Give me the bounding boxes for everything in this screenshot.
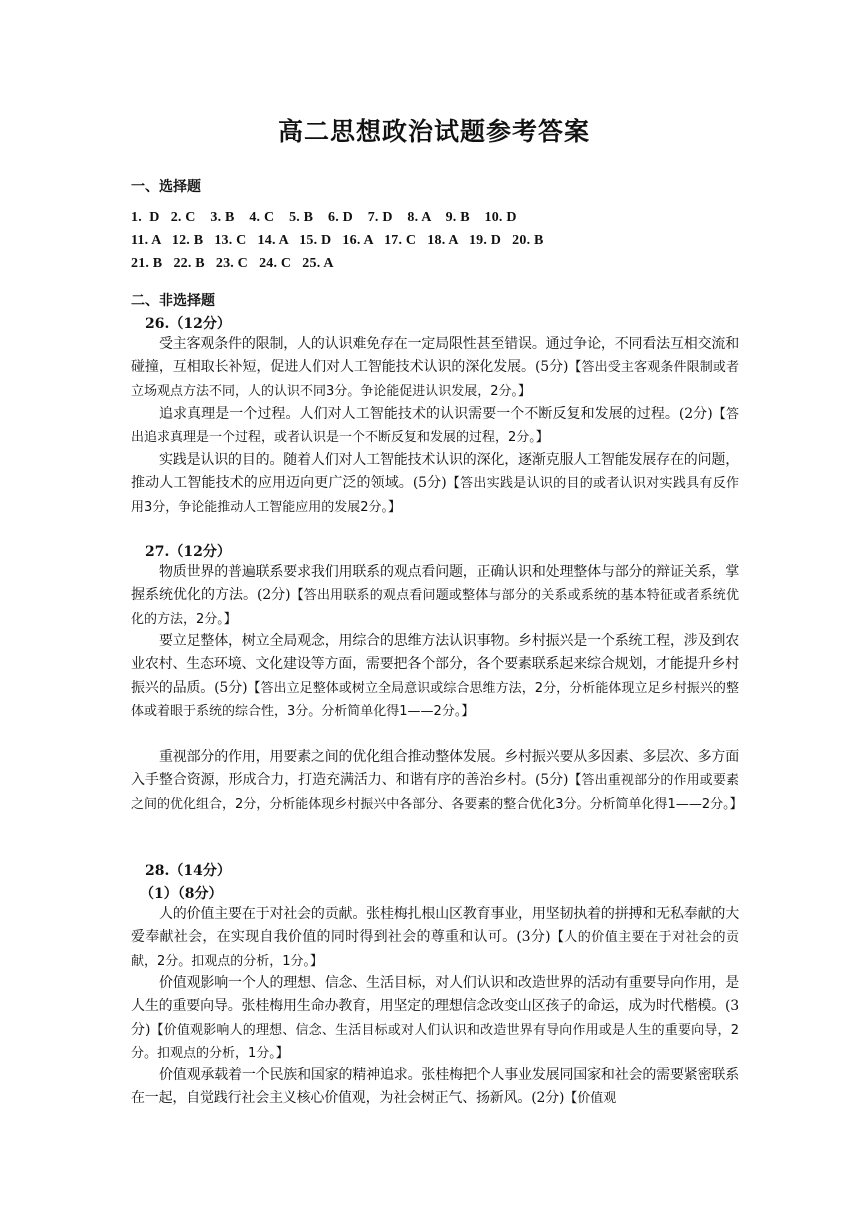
q26-p3-note: 【答出实践是认识的目的或者认识对实践具有反作用3分，争论能推动人工智能应用的发展2分。】 — [131, 476, 739, 515]
q27-paragraph-3 — [131, 746, 743, 816]
answer-row-3: 21. B 22. B 23. C 24. C 25. A — [131, 256, 334, 271]
q26-paragraph-1 — [131, 333, 739, 403]
section-choice-heading: 一、选择题 — [131, 179, 201, 195]
q28-p2-note: 【价值观影响人的理想、信念、生活目标或对人们认识和改造世界有导向作用或是人生的重要向导，2分。扣观点的分析，1分。】 — [131, 1022, 740, 1061]
page-title: 高二思想政治试题参考答案 — [277, 117, 590, 146]
q28-paragraph-1 — [131, 903, 739, 973]
q28-p1-note: 【人的价值主要在于对社会的贡献，2分。扣观点的分析，1分。】 — [131, 930, 739, 969]
q26-paragraph-2 — [131, 403, 739, 450]
q27-p2-text: 要立足整体，树立全局观念，用综合的思维方法认识事物。乡村振兴是一个系统工程，涉及到农业农村、生态环境、文化建设等方面，需要把各个部分，各个要素联系起来综合规划，才能提升乡村振兴的品质。(5分) — [131, 633, 739, 696]
q26-p2-note: 【答出追求真理是一个过程，或者认识是一个不断反复和发展的过程，2分。】 — [131, 407, 739, 446]
q27-p2-note: 【答出立足整体或树立全局意识或综合思维方法，2分，分析能体现立足乡村振兴的整体或着眼于系统的综合性，3分。分析简单化得1——2分。】 — [131, 680, 739, 719]
q28-p3-note: 【价值观 — [564, 1091, 617, 1107]
q28-p2-text: 价值观影响一个人的理想、信念、生活目标，对人们认识和改造世界的活动有重要导向作用，是人生的重要向导。张桂梅用生命办教育，用坚定的理想信念改变山区孩子的命运，成为时代楷模。(3分) — [131, 975, 739, 1038]
q28-heading: 28.（14分） — [145, 863, 231, 879]
q28-p3-text: 价值观承载着一个民族和国家的精神追求。张桂梅把个人事业发展同国家和社会的需要紧密联系在一起，自觉践行社会主义核心价值观，为社会树正气、扬新风。(2分) — [131, 1067, 739, 1107]
q26-p1-note: 【答出受主客观条件限制或者立场观点方法不同，人的认识不同3分。争论能促进认识发展，2分。】 — [131, 360, 739, 399]
section-nonchoice-heading: 二、非选择题 — [131, 293, 215, 309]
q27-p1-text: 物质世界的普遍联系要求我们用联系的观点看问题，正确认识和处理整体与部分的辩证关系，掌握系统优化的方法。(2分) — [131, 564, 739, 604]
q26-p3-text: 实践是认识的目的。随着人们对人工智能技术认识的深化，逐渐克服人工智能发展存在的问题，推动人工智能技术的应用迈向更广泛的领域。(5分) — [131, 452, 739, 492]
q27-p3-note: 【答出重视部分的作用或要素之间的优化组合，2分，分析能体现乡村振兴中各部分、各要素的整合优化3分。分析简单化得1——2分。】 — [131, 773, 743, 812]
q26-p2-text: 追求真理是一个过程。人们对人工智能技术的认识需要一个不断反复和发展的过程。(2分) — [159, 406, 713, 422]
q28-paragraph-2 — [131, 972, 739, 1065]
q26-paragraph-3 — [131, 449, 739, 519]
q27-paragraph-2 — [131, 630, 739, 723]
q27-p1-note: 【答出用联系的观点看问题或整体与部分的关系或系统的基本特征或者系统优化的方法，2分。】 — [131, 588, 739, 627]
answer-row-2: 11. A 12. B 13. C 14. A 15. D 16. A 17. C 18. A 19. D 20. B — [131, 233, 544, 248]
q27-paragraph-1 — [131, 561, 739, 631]
q28-paragraph-3 — [131, 1064, 739, 1111]
q27-p3-text: 重视部分的作用，用要素之间的优化组合推动整体发展。乡村振兴要从多因素、多层次、多方面入手整合资源，形成合力，打造充满活力、和谐有序的善治乡村。(5分) — [131, 749, 739, 789]
q28-sub1-heading: （1）（8分） — [140, 886, 223, 902]
q28-p1-text: 人的价值主要在于对社会的贡献。张桂梅扎根山区教育事业，用坚韧执着的拼搏和无私奉献的大爱奉献社会，在实现自我价值的同时得到社会的尊重和认可。(3分) — [131, 906, 739, 946]
q27-heading: 27.（12分） — [145, 544, 231, 560]
q26-p1-text: 受主客观条件的限制，人的认识难免存在一定局限性甚至错误。通过争论，不同看法互相交流和碰撞，互相取长补短，促进人们对人工智能技术认识的深化发展。(5分) — [131, 336, 739, 376]
answer-row-1: 1. D 2. C 3. B 4. C 5. B 6. D 7. D 8. A 9. B 10. D — [131, 210, 517, 225]
q26-heading: 26.（12分） — [145, 316, 231, 332]
